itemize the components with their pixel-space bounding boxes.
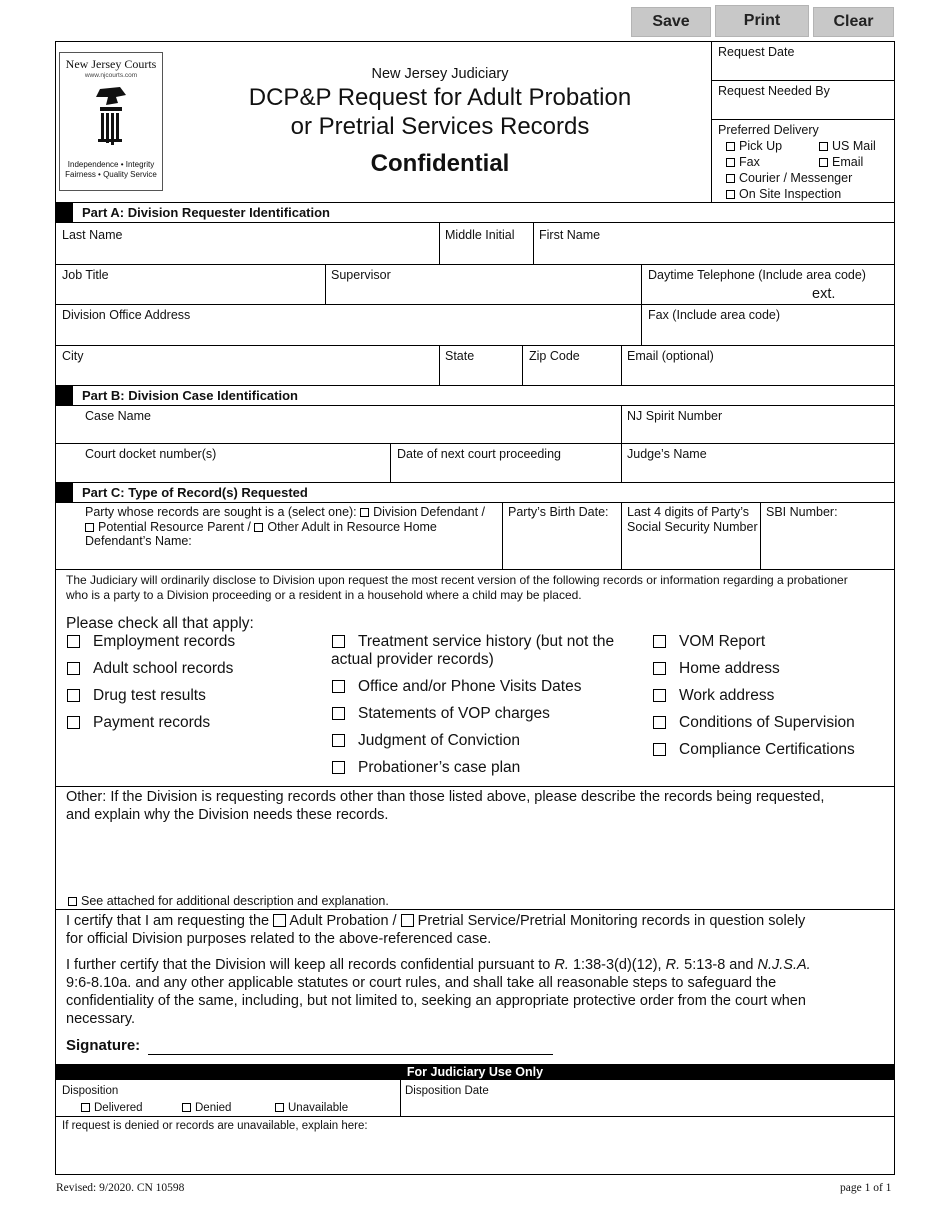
employment-records-label: Employment records xyxy=(93,633,236,650)
nj-spirit-field[interactable] xyxy=(623,424,893,442)
further-certify-line-3: confidentiality of the same, including, but not limited to, seeking an appropriate protective order from the court when xyxy=(66,993,806,1009)
email-label: Email (optional) xyxy=(627,349,714,363)
nj-spirit-label: NJ Spirit Number xyxy=(627,409,723,423)
part-c-header: Part C: Type of Record(s) Requested xyxy=(56,482,894,503)
office-address-field[interactable] xyxy=(57,324,639,344)
compliance-certifications-label: Compliance Certifications xyxy=(679,741,855,758)
page-number: page 1 of 1 xyxy=(840,1182,892,1194)
state-label: State xyxy=(445,349,475,363)
vom-report-label: VOM Report xyxy=(679,633,766,650)
other-description-field[interactable] xyxy=(60,828,890,892)
request-needed-by-label: Request Needed By xyxy=(718,84,830,98)
checkbox-icon xyxy=(81,1103,90,1112)
checkbox-icon xyxy=(726,174,735,183)
defendant-name-field[interactable] xyxy=(57,550,500,568)
part-a-header: Part A: Division Requester Identification xyxy=(56,202,894,223)
adult-school-records-checkbox[interactable] xyxy=(67,662,80,675)
other-text-1: Other: If the Division is requesting records other than those listed above, please describe the records being requested, xyxy=(66,789,825,805)
ssn-label-1: Last 4 digits of Party’s xyxy=(627,505,750,519)
part-b-header: Part B: Division Case Identification xyxy=(56,385,894,406)
job-title-label: Job Title xyxy=(62,268,109,282)
disposition-date-field[interactable] xyxy=(402,1099,893,1115)
case-name-field[interactable] xyxy=(57,424,619,442)
confidential-label: Confidential xyxy=(370,150,510,177)
explain-label: If request is denied or records are unavailable, explain here: xyxy=(62,1120,368,1132)
party-type-line-1: Party whose records are sought is a (select one): Division Defendant / xyxy=(85,505,486,519)
delivery-courier[interactable]: Courier / Messenger xyxy=(726,171,852,186)
vom-report-checkbox[interactable] xyxy=(653,635,666,648)
judge-name-label: Judge’s Name xyxy=(627,447,707,461)
work-address-checkbox[interactable] xyxy=(653,689,666,702)
zip-field[interactable] xyxy=(524,365,619,384)
checkbox-icon xyxy=(182,1103,191,1112)
office-phone-visits-checkbox[interactable] xyxy=(332,680,345,693)
last-name-label: Last Name xyxy=(62,228,123,242)
drug-test-results-label: Drug test results xyxy=(93,687,206,704)
first-name-field[interactable] xyxy=(535,244,893,263)
further-certify-line-1: I further certify that the Division will keep all records confidential pursuant to R. 1:38-3(d)(12), R. 5:13-8 and N.J.S.A. xyxy=(66,957,811,973)
defendant-name-label: Defendant’s Name: xyxy=(85,534,192,548)
vop-charges-checkbox[interactable] xyxy=(332,707,345,720)
judgment-of-conviction-label: Judgment of Conviction xyxy=(358,732,520,749)
signature-line[interactable] xyxy=(148,1039,553,1055)
delivery-us-mail[interactable]: US Mail xyxy=(819,139,876,154)
checkbox-icon xyxy=(819,158,828,167)
form-title-2: or Pretrial Services Records xyxy=(290,113,590,140)
last-name-field[interactable] xyxy=(57,244,437,263)
courthouse-icon xyxy=(86,85,136,155)
other-text-2: and explain why the Division needs these records. xyxy=(66,807,389,823)
home-address-label: Home address xyxy=(679,660,780,677)
explain-field[interactable] xyxy=(57,1135,893,1173)
employment-records-checkbox[interactable] xyxy=(67,635,80,648)
compliance-certifications-checkbox[interactable] xyxy=(653,743,666,756)
office-address-label: Division Office Address xyxy=(62,308,191,322)
treatment-history-checkbox[interactable] xyxy=(332,635,345,648)
checkbox-icon xyxy=(726,158,735,167)
revision-note: Revised: 9/2020. CN 10598 xyxy=(56,1182,185,1194)
supervisor-field[interactable] xyxy=(327,284,639,303)
treatment-history-label-1: Treatment service history (but not the xyxy=(358,633,615,650)
disposition-unavailable[interactable]: Unavailable xyxy=(275,1101,348,1115)
adult-probation-checkbox[interactable] xyxy=(273,914,286,927)
docket-field[interactable] xyxy=(57,462,388,481)
checkbox-icon[interactable] xyxy=(85,523,94,532)
email-field[interactable] xyxy=(623,365,893,384)
further-certify-line-4: necessary. xyxy=(66,1011,136,1027)
checkbox-icon xyxy=(275,1103,284,1112)
payment-records-checkbox[interactable] xyxy=(67,716,80,729)
docket-label: Court docket number(s) xyxy=(85,447,217,461)
further-certify-line-2: 9:6-8.10a. and any other applicable statutes or court rules, and shall take all reasonable steps to safeguard the xyxy=(66,975,777,991)
delivery-pick-up[interactable]: Pick Up xyxy=(726,139,782,154)
zip-label: Zip Code xyxy=(529,349,580,363)
home-address-checkbox[interactable] xyxy=(653,662,666,675)
middle-initial-label: Middle Initial xyxy=(445,228,515,242)
save-button[interactable]: Save xyxy=(631,7,711,37)
daytime-phone-label: Daytime Telephone (Include area code) xyxy=(648,268,866,282)
disclose-text-1: The Judiciary will ordinarily disclose to Division upon request the most recent version of the following records or information regarding a probationer xyxy=(66,573,848,587)
pretrial-service-checkbox[interactable] xyxy=(401,914,414,927)
city-label: City xyxy=(62,349,84,363)
disposition-denied[interactable]: Denied xyxy=(182,1101,231,1115)
sbi-label: SBI Number: xyxy=(766,505,838,519)
certify-line-1: I certify that I am requesting the Adult Probation / Pretrial Service/Pretrial Monitoring records in question solely xyxy=(66,913,806,929)
vop-charges-label: Statements of VOP charges xyxy=(358,705,550,722)
treatment-history-label-2: actual provider records) xyxy=(331,651,494,668)
middle-initial-field[interactable] xyxy=(441,244,531,263)
checkbox-icon xyxy=(726,142,735,151)
conditions-of-supervision-checkbox[interactable] xyxy=(653,716,666,729)
request-needed-by-field[interactable] xyxy=(712,99,894,118)
work-address-label: Work address xyxy=(679,687,775,704)
next-proceeding-field[interactable] xyxy=(392,462,619,481)
delivery-on-site[interactable]: On Site Inspection xyxy=(726,187,841,202)
ssn-label-2: Social Security Number xyxy=(627,520,758,534)
supervisor-label: Supervisor xyxy=(331,268,391,282)
logo-motto-1: Independence • Integrity xyxy=(67,160,155,169)
nj-courts-logo xyxy=(59,52,163,191)
logo-url: www.njcourts.com xyxy=(84,72,138,79)
logo-motto-2: Fairness • Quality Service xyxy=(65,170,157,179)
adult-school-records-label: Adult school records xyxy=(93,660,234,677)
signature-label: Signature: xyxy=(66,1037,141,1054)
checkbox-icon xyxy=(819,142,828,151)
delivery-email[interactable]: Email xyxy=(819,155,863,170)
disposition-label: Disposition xyxy=(62,1085,119,1097)
judiciary-use-header: For Judiciary Use Only xyxy=(56,1064,894,1080)
daytime-phone-field[interactable] xyxy=(643,284,808,303)
see-attached-option[interactable]: See attached for additional description and explanation. xyxy=(68,894,389,909)
request-date-field[interactable] xyxy=(712,60,894,79)
conditions-of-supervision-label: Conditions of Supervision xyxy=(679,714,855,731)
delivery-fax[interactable]: Fax xyxy=(726,155,760,170)
birth-date-label: Party’s Birth Date: xyxy=(508,505,609,519)
drug-test-results-checkbox[interactable] xyxy=(67,689,80,702)
org-name: New Jersey Judiciary xyxy=(371,66,509,82)
state-field[interactable] xyxy=(441,365,520,384)
fax-field[interactable] xyxy=(643,324,893,344)
check-all-label: Please check all that apply: xyxy=(66,615,254,632)
print-button[interactable]: Print xyxy=(715,5,809,37)
certify-line-2: for official Division purposes related to the above-referenced case. xyxy=(66,931,492,947)
form-title-1: DCP&P Request for Adult Probation xyxy=(248,84,632,111)
disposition-date-label: Disposition Date xyxy=(405,1085,489,1097)
ssn-field[interactable] xyxy=(623,537,758,568)
sbi-field[interactable] xyxy=(762,522,893,568)
disposition-delivered[interactable]: Delivered xyxy=(81,1101,143,1115)
judge-name-field[interactable] xyxy=(623,462,893,481)
party-type-line-2: Potential Resource Parent / Other Adult in Resource Home xyxy=(85,520,437,535)
clear-button[interactable]: Clear xyxy=(813,7,894,37)
payment-records-label: Payment records xyxy=(93,714,211,731)
city-field[interactable] xyxy=(57,365,437,384)
checkbox-icon xyxy=(726,190,735,199)
checkbox-icon[interactable] xyxy=(360,508,369,517)
case-name-label: Case Name xyxy=(85,409,151,423)
checkbox-icon xyxy=(68,897,77,906)
logo-name: New Jersey Courts xyxy=(65,57,157,71)
judgment-of-conviction-checkbox[interactable] xyxy=(332,734,345,747)
case-plan-label: Probationer’s case plan xyxy=(358,759,521,776)
birth-date-field[interactable] xyxy=(504,522,619,568)
request-date-label: Request Date xyxy=(718,45,795,59)
ext-label: ext. xyxy=(812,286,836,302)
checkbox-icon[interactable] xyxy=(254,523,263,532)
office-phone-visits-label: Office and/or Phone Visits Dates xyxy=(358,678,582,695)
job-title-field[interactable] xyxy=(57,284,323,303)
preferred-delivery-label: Preferred Delivery xyxy=(718,123,819,137)
first-name-label: First Name xyxy=(539,228,601,242)
disclose-text-2: who is a party to a Division proceeding or a resident in a household where a child may be placed. xyxy=(66,588,582,602)
next-proceeding-label: Date of next court proceeding xyxy=(397,447,561,461)
case-plan-checkbox[interactable] xyxy=(332,761,345,774)
fax-label: Fax (Include area code) xyxy=(648,308,781,322)
